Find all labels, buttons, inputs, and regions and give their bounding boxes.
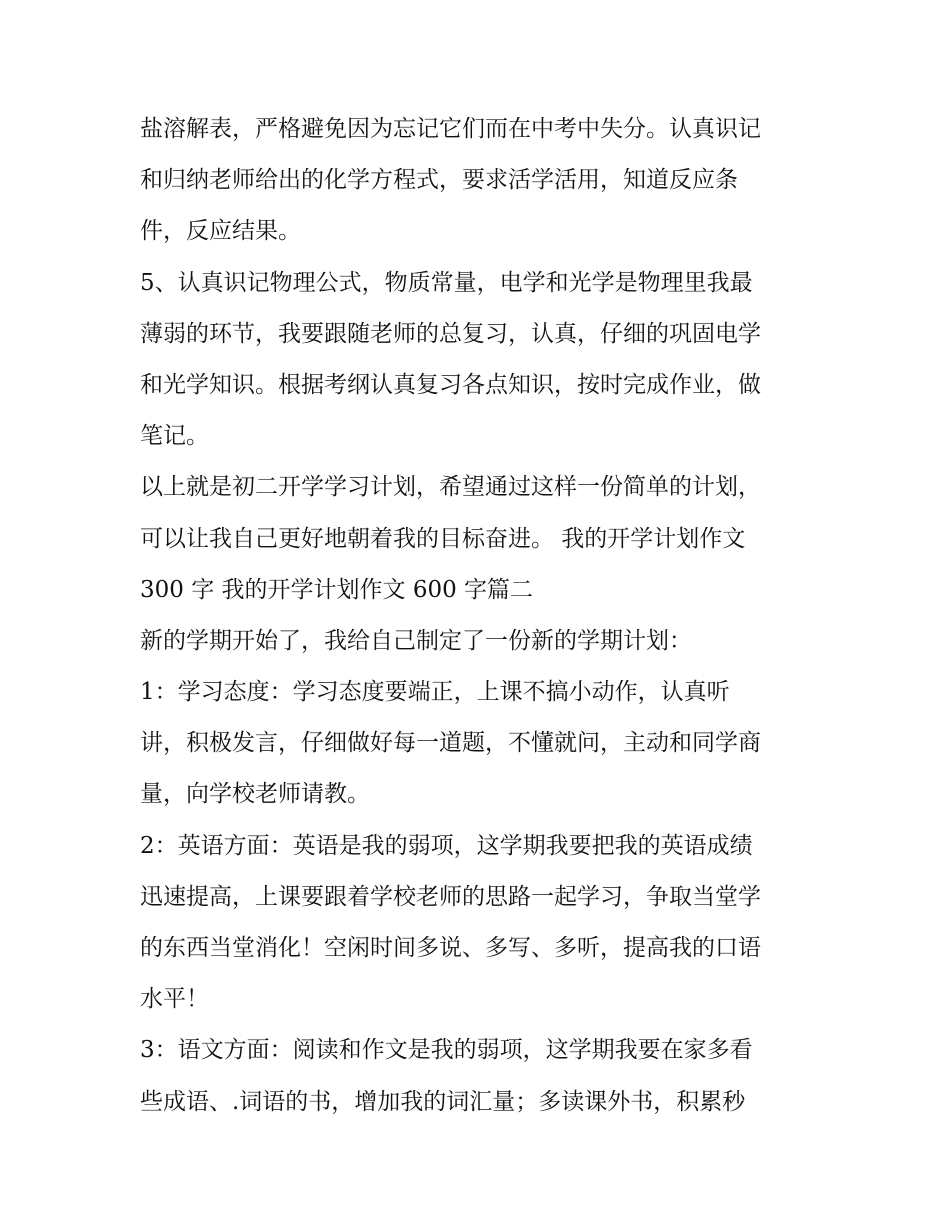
text-line: 件，反应结果。 — [140, 218, 301, 245]
text-line: 些成语、.词语的书，增加我的词汇量；多读课外书，积累秒 — [140, 1088, 746, 1115]
document-body — [140, 104, 820, 1128]
text-line: 1：学习态度：学习态度要端正，上课不搞小动作，认真听 — [140, 679, 730, 706]
text-line: 5、认真识记物理公式，物质常量，电学和光学是物理里我最 — [140, 269, 753, 296]
text-line: 的东西当堂消化！空闲时间多说、多写、多听，提高我的口语 — [140, 935, 761, 961]
text-line: 和光学知识。根据考纲认真复习各点知识，按时完成作业，做 — [140, 371, 761, 398]
text-line: 薄弱的环节，我要跟随老师的总复习，认真，仔细的巩固电学 — [140, 320, 761, 347]
text-line: 水平！ — [140, 986, 209, 1013]
text-line: 可以让我自己更好地朝着我的目标奋进。 我的开学计划作文 — [140, 525, 746, 552]
text-line: 以上就是初二开学学习计划，希望通过这样一份简单的计划， — [140, 474, 761, 501]
text-line: 和归纳老师给出的化学方程式，要求活学活用，知道反应条 — [140, 167, 738, 194]
text-line: 量，向学校老师请教。 — [140, 781, 370, 808]
text-line: 讲，积极发言，仔细做好每一道题，不懂就问，主动和同学商 — [140, 730, 761, 757]
text-line: 3：语文方面：阅读和作文是我的弱项，这学期我要在家多看 — [140, 1037, 753, 1064]
text-line: 新的学期开始了，我给自己制定了一份新的学期计划： — [140, 627, 692, 654]
text-line: 300 字 我的开学计划作文 600 字篇二 — [140, 576, 534, 603]
text-line: 迅速提高，上课要跟着学校老师的思路一起学习，争取当堂学 — [140, 883, 761, 910]
text-line: 盐溶解表，严格避免因为忘记它们而在中考中失分。认真识记 — [140, 116, 761, 142]
text-line: 2：英语方面：英语是我的弱项，这学期我要把我的英语成绩 — [140, 832, 753, 859]
text-line: 笔记。 — [140, 423, 209, 450]
